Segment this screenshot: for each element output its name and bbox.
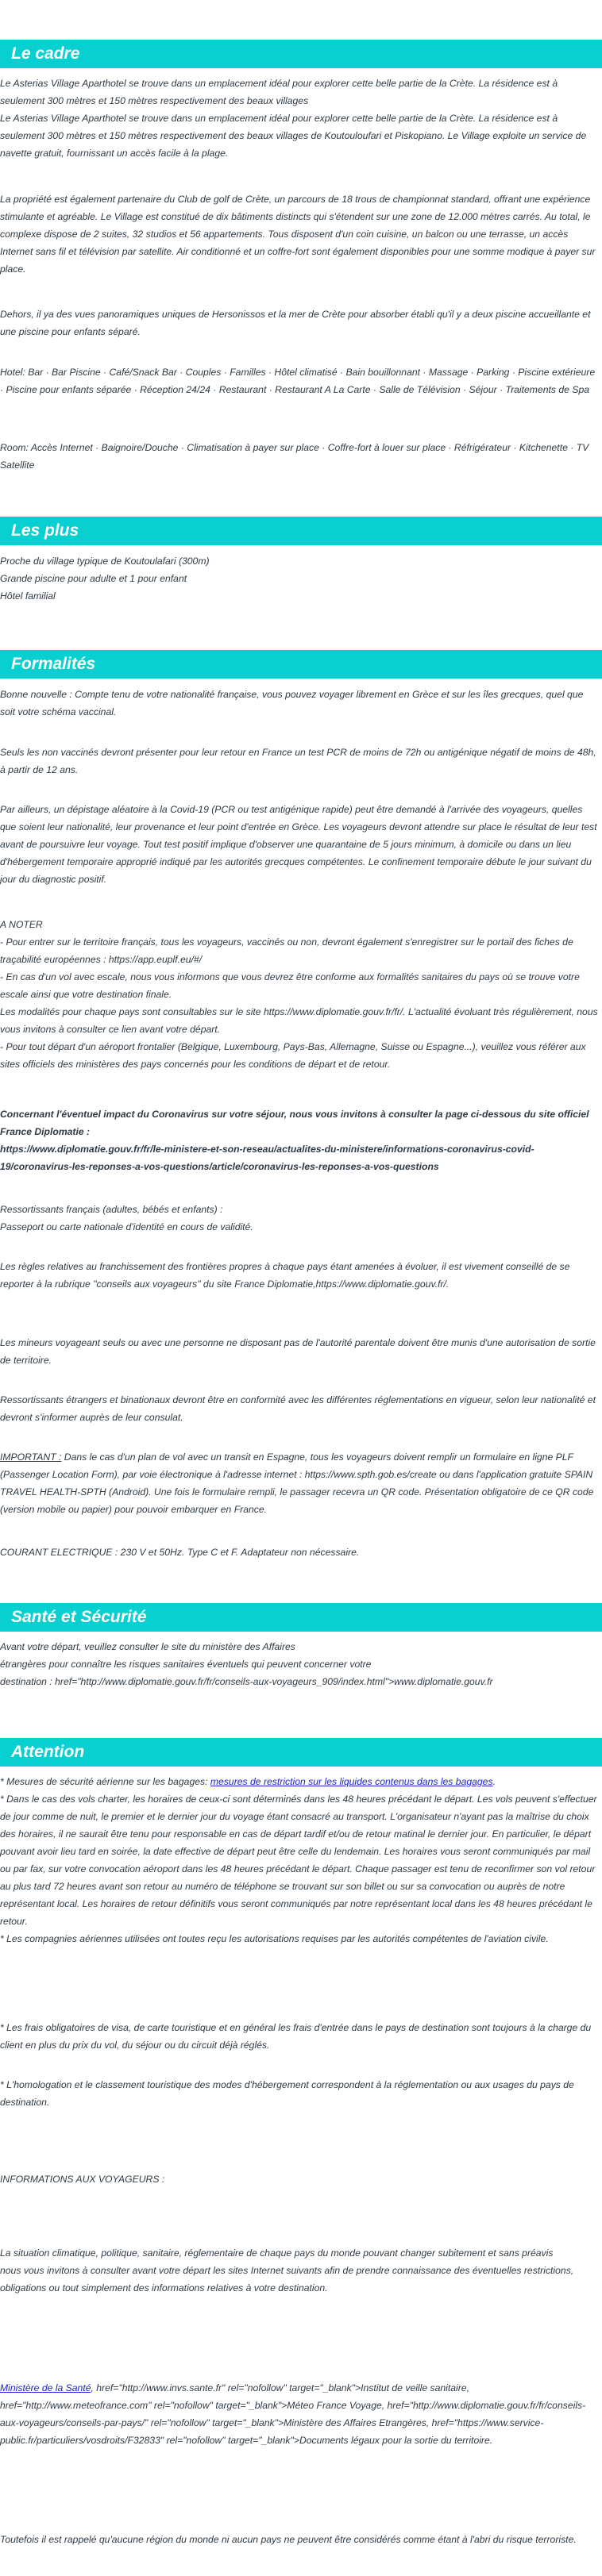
section-title: Attention	[11, 1743, 85, 1761]
formalites-covid-link: Concernant l'éventuel impact du Coronavirus sur votre séjour, nous vous invitons à consulter la page ci-dessous du site officiel France Diplomatie : https://www.diplomatie.gouv.fr/fr/le-ministere-et-son-reseau/actualites-du-ministere/informations-coronavirus-covid-19/coronavirus-les-reponses-a-vos-questions/article/coronavirus-les-reponses-a-vos-questions	[0, 1109, 589, 1172]
cadre-paragraph: Le Asterias Village Aparthotel se trouve dans un emplacement idéal pour explorer cette belle partie de la Crète. La résidence est à seulement 300 mètres et 150 mètres respectivement des beaux villages	[0, 78, 558, 106]
cadre-paragraph: La propriété est également partenaire du Club de golf de Crète, un parcours de 18 trous de championnat standard, offrant une expérience stimulante et agréable. Le Village est constitué de dix bâtiments distincts qui s'étendent sur une zone de 12.000 mètres carrés. Au total, le complexe dispose de 2 suites, 32 studios et 56 appartements. Tous disposent d'un coin cuisine, un balcon ou une terrasse, un accès Internet sans fil et télévision par satellite. Air conditionné et un coffre-fort sont également disponibles pour une somme modique à payer sur place.	[0, 194, 596, 275]
formalites-paragraph: Seuls les non vaccinés devront présenter pour leur retour en France un test PCR de moins de 72h ou antigénique négatif de moins de 48h, à partir de 12 ans.	[0, 747, 596, 775]
section-banner-attention	[0, 1738, 602, 1767]
section-banner-cadre	[0, 40, 602, 68]
attention-text: .	[492, 1776, 496, 1787]
section-banner-plus	[0, 517, 602, 545]
formalites-paragraph: Bonne nouvelle : Compte tenu de votre nationalité française, vous pouvez voyager librement en Grèce et sur les îles grecques, quel que soit votre schéma vaccinal.	[0, 689, 584, 717]
formalites-note: A NOTER - Pour entrer sur le territoire français, tous les voyageurs, vaccinés ou non, devront également s'enregistrer sur le portail des fiches de traçabilité européennes : https://app.euplf.eu/#/ - En cas d'un vol avec escale, nous vous informons que vous devrez être conforme aux formalités sanitaires du pays où se trouve votre escale ainsi que votre destination finale. Les modalités pour chaque pays sont consultables sur le site https://www.diplomatie.gouv.fr/fr/. L'actualité évoluant très régulièrement, nous vous invitons à consulter ce lien avant votre départ. - Pour tout départ d'un aéroport frontalier (Belgique, Luxembourg, Pays-Bas, Allemagne, Suisse ou Espagne...), veuillez vous référer aux sites officiels des ministères des pays concernés pour les conditions de départ et de retour.	[0, 919, 598, 1070]
cadre-hotel-amenities: Hotel: Bar · Bar Piscine · Café/Snack Bar · Couples · Familles · Hôtel climatisé · Bain bouillonnant · Massage · Parking · Piscine extérieure · Piscine pour enfants séparée · Réception 24/24 · Restaurant · Restaurant A La Carte · Salle de Télévision · Séjour · Traitements de Spa	[0, 367, 596, 395]
formalites-important	[0, 1448, 599, 1518]
attention-paragraph: * Dans le cas des vols charter, les horaires de ceux-ci sont déterminés dans les 48 heures précédant le départ. Les vols peuvent s'effectuer de jour comme de nuit, le premier et le dernier jour du voyage étant consacré au transport. L'organisateur n'ayant pas la maîtrise du choix des horaires, il ne saurait être tenu pour responsable en cas de départ tardif et/ou de retour matinal le dernier jour. En particulier, le départ pouvant avoir lieu tard en soirée, la date effective de départ peut être celle du lendemain. Les horaires vous seront communiqués par mail ou par fax, sur votre convocation aéroport dans les 48 heures précédant le départ. Chaque passager est tenu de reconfirmer son vol retour au plus tard 72 heures avant son retour au numéro de téléphone se trouvant sur son billet ou sur sa convocation ou auprès de notre représentant local. Les horaires de retour définitifs vous seront communiqués par notre représentant local dans les 48 heures précédant le retour. * Les compagnies aériennes utilisées ont toutes reçu les autorisations requises par les autorités compétentes de l'aviation civile.	[0, 1794, 597, 1944]
attention-paragraph: Toutefois il est rappelé qu'aucune région du monde ni aucun pays ne peuvent être considérés comme étant à l'abri du risque terroriste.	[0, 2534, 577, 2545]
section-title: Formalités	[11, 655, 96, 673]
formalites-paragraph: Les mineurs voyageant seuls ou avec une personne ne disposant pas de l'autorité parentale doivent être munis d'une autorisation de sortie de territoire.	[0, 1337, 596, 1366]
sante-paragraph: Avant votre départ, veuillez consulter le site du ministère des Affaires étrangères pour connaître les risques sanitaires éventuels qui peuvent concerner votre destination : href="http://www.diplomatie.gouv.fr/fr/conseils-aux-voyageurs_909/index.html">www.diplomatie.gouv.fr	[0, 1641, 493, 1687]
attention-text: , href="http://www.invs.sante.fr" rel="nofollow" target="_blank">Institut de veille sanitaire, href="http://www.meteofrance.com" rel="nofollow" target="_blank">Méteo France Voyage, href="http://www.diplomatie.gouv.fr/fr/conseils-aux-voyageurs/conseils-par-pays/" rel="nofollow" target="_blank">Ministère des Affaires Etrangères, href="https://www.service-public.fr/particuliers/vosdroits/F32833" rel="nofollow" target="_blank">Documents légaux pour la sortie du territoire.	[0, 2382, 586, 2446]
attention-paragraph: * L'homologation et le classement touristique des modes d'hébergement correspondent à la réglementation ou aux usages du pays de destination.	[0, 2079, 574, 2108]
important-label: IMPORTANT :	[0, 1451, 62, 1463]
plus-list	[0, 552, 599, 605]
formalites-paragraph: Ressortissants français (adultes, bébés et enfants) : Passeport ou carte nationale d'identité en cours de validité.	[0, 1204, 253, 1232]
list-item: Hôtel familial	[0, 590, 56, 602]
cadre-paragraph: Dehors, il ya des vues panoramiques uniques de Hersonissos et la mer de Crète pour absorber établi qu'il y a deux piscine accueillante et une piscine pour enfants séparé.	[0, 309, 591, 337]
attention-text: * Mesures de sécurité aérienne sur les bagages:	[0, 1776, 210, 1787]
list-item: Grande piscine pour adulte et 1 pour enfant	[0, 573, 187, 584]
section-title: Les plus	[11, 521, 79, 540]
section-title: Santé et Sécurité	[11, 1608, 147, 1626]
liquids-restriction-link[interactable]: mesures de restriction sur les liquides contenus dans les bagages	[210, 1776, 493, 1787]
formalites-paragraph: COURANT ELECTRIQUE : 230 V et 50Hz. Type C et F. Adaptateur non nécessaire.	[0, 1547, 360, 1558]
cadre-intro	[0, 75, 599, 162]
attention-heading: INFORMATIONS AUX VOYAGEURS :	[0, 2174, 165, 2185]
section-banner-formalites	[0, 650, 602, 679]
ministere-sante-link[interactable]: Ministère de la Santé	[0, 2382, 91, 2393]
important-text: Dans le cas d'un plan de vol avec un transit en Espagne, tous les voyageurs doivent remplir un formulaire en ligne PLF (Passenger Location Form), par voie électronique à l'adresse internet : https://www.spth.gob.es/create ou dans l'application gratuite SPAIN TRAVEL HEALTH-SPTH (Android). Une fois le formulaire rempli, le passager recevra un QR code. Présentation obligatoire de ce QR code (version mobile ou papier) pour pouvoir embarquer en France.	[0, 1451, 594, 1515]
cadre-paragraph: Le Asterias Village Aparthotel se trouve dans un emplacement idéal pour explorer cette belle partie de la Crète. La résidence est à seulement 300 mètres et 150 mètres respectivement des beaux villages de Koutouloufari et Piskopiano. Le Village exploite un service de navette gratuit, fournissant un accès facile à la plage.	[0, 113, 587, 159]
formalites-paragraph: Ressortissants étrangers et binationaux devront être en conformité avec les différentes réglementations en vigueur, selon leur nationalité et devront s'informer auprès de leur consulat.	[0, 1394, 596, 1423]
formalites-paragraph: Les règles relatives au franchissement des frontières propres à chaque pays étant amenées à évoluer, il est vivement conseillé de se reporter à la rubrique "conseils aux voyageurs" du site France Diplomatie,https://www.diplomatie.gouv.fr/.	[0, 1261, 570, 1290]
section-banner-sante	[0, 1603, 602, 1632]
list-item: Proche du village typique de Koutoulafari (300m)	[0, 556, 210, 567]
section-title: Le cadre	[11, 44, 80, 63]
attention-paragraph: La situation climatique, politique, sanitaire, réglementaire de chaque pays du monde pouvant changer subitement et sans préavis nous vous invitons à consulter avant votre départ les sites Internet suivants afin de prendre connaissance des éventuelles restrictions, obligations ou tout simplement des informations relatives à votre destination.	[0, 2247, 574, 2293]
formalites-paragraph: Par ailleurs, un dépistage aléatoire à la Covid-19 (PCR ou test antigénique rapide) peut être demandé à l'arrivée des voyageurs, quelles que soient leur nationalité, leur provenance et leur point d'entrée en Grèce. Les voyageurs devront attendre sur place le résultat de leur test avant de poursuivre leur voyage. Tout test positif implique d'observer une quarantaine de 5 jours minimum, à domicile ou dans un lieu d'hébergement temporaire approprié indiqué par les autorités grecques compétentes. Le confinement temporaire débute le jour suivant du jour du diagnostic positif.	[0, 804, 597, 885]
cadre-room-amenities: Room: Accès Internet · Baignoire/Douche · Climatisation à payer sur place · Coffre-fort à louer sur place · Réfrigérateur · Kitchenette · TV Satellite	[0, 442, 589, 471]
attention-links	[0, 2379, 599, 2449]
attention-paragraph: * Les frais obligatoires de visa, de carte touristique et en général les frais d'entrée dans le pays de destination sont toujours à la charge du client en plus du prix du vol, du séjour ou du circuit déjà réglés.	[0, 2022, 592, 2051]
attention-bagages	[0, 1773, 599, 1790]
